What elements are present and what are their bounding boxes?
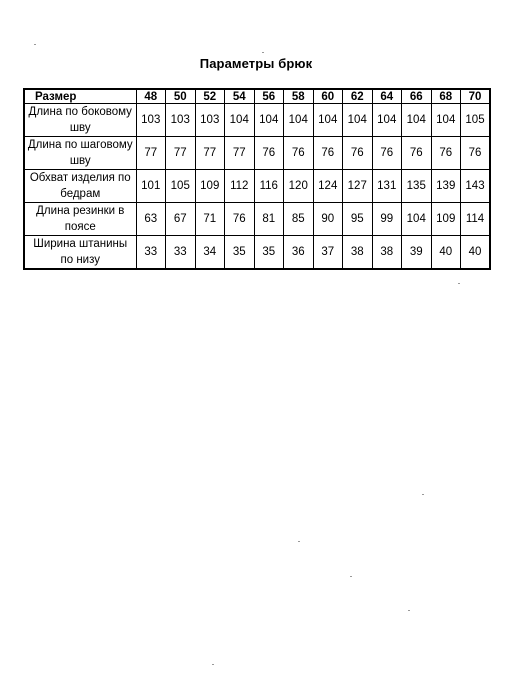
table-row [24,170,490,203]
table-cell: 139 [431,170,461,203]
table-cell: 76 [254,137,284,170]
table-cell: 76 [343,137,373,170]
size-table [23,88,491,270]
row-label: Длина по боковому шву [24,104,136,137]
size-header-cell: 66 [402,89,432,104]
table-cell: 76 [313,137,343,170]
table-cell: 104 [313,104,343,137]
table-cell: 90 [313,203,343,236]
table-row [24,203,490,236]
size-header-cell: 58 [284,89,314,104]
table-header-row [24,89,490,104]
table-cell: 114 [461,203,491,236]
table-cell: 40 [431,236,461,270]
size-header-cell: 50 [166,89,196,104]
scan-speck [422,494,424,495]
table-cell: 76 [284,137,314,170]
size-header-cell: 48 [136,89,166,104]
scan-speck [408,610,410,611]
table-row [24,137,490,170]
table-cell: 109 [195,170,225,203]
table-cell: 127 [343,170,373,203]
table-cell: 40 [461,236,491,270]
table-cell: 104 [284,104,314,137]
size-header-cell: 60 [313,89,343,104]
table-cell: 76 [402,137,432,170]
row-label: Длина по шаговому шву [24,137,136,170]
size-header-cell: 64 [372,89,402,104]
table-cell: 33 [136,236,166,270]
size-header-cell: 54 [225,89,255,104]
table-cell: 104 [402,104,432,137]
table-cell: 77 [225,137,255,170]
table-cell: 116 [254,170,284,203]
size-header-label: Размер [24,89,136,104]
table-row [24,104,490,137]
table-cell: 77 [195,137,225,170]
table-cell: 36 [284,236,314,270]
table-cell: 81 [254,203,284,236]
table-cell: 34 [195,236,225,270]
table-cell: 103 [136,104,166,137]
scan-speck [350,576,352,577]
page-title: Параметры брюк [199,56,313,71]
table-row [24,236,490,270]
table-cell: 37 [313,236,343,270]
table-cell: 71 [195,203,225,236]
table-cell: 77 [166,137,196,170]
table-cell: 103 [166,104,196,137]
size-header-cell: 68 [431,89,461,104]
scan-speck [298,541,300,542]
table-cell: 104 [225,104,255,137]
size-header-cell: 62 [343,89,373,104]
table-cell: 105 [166,170,196,203]
table-cell: 95 [343,203,373,236]
table-cell: 33 [166,236,196,270]
row-label: Длина резинки в поясе [24,203,136,236]
scan-speck [458,283,460,284]
table-cell: 76 [225,203,255,236]
table-cell: 38 [372,236,402,270]
table-cell: 99 [372,203,402,236]
table-cell: 124 [313,170,343,203]
table-cell: 77 [136,137,166,170]
table-cell: 104 [372,104,402,137]
table-cell: 101 [136,170,166,203]
table-cell: 76 [372,137,402,170]
scan-speck [34,44,36,45]
table-cell: 63 [136,203,166,236]
table-cell: 131 [372,170,402,203]
table-cell: 105 [461,104,491,137]
table-cell: 104 [343,104,373,137]
table-cell: 104 [402,203,432,236]
table-cell: 120 [284,170,314,203]
table-cell: 135 [402,170,432,203]
table-cell: 39 [402,236,432,270]
table-cell: 38 [343,236,373,270]
size-header-cell: 52 [195,89,225,104]
row-label: Обхват изделия по бедрам [24,170,136,203]
table-cell: 104 [431,104,461,137]
table-cell: 35 [225,236,255,270]
table-cell: 35 [254,236,284,270]
row-label: Ширина штанины по низу [24,236,136,270]
size-header-cell: 56 [254,89,284,104]
size-header-cell: 70 [461,89,491,104]
table-cell: 109 [431,203,461,236]
table-cell: 76 [461,137,491,170]
table-cell: 76 [431,137,461,170]
table-cell: 85 [284,203,314,236]
scan-speck [212,664,214,665]
table-cell: 104 [254,104,284,137]
table-cell: 103 [195,104,225,137]
scan-speck [262,52,264,53]
table-cell: 112 [225,170,255,203]
table-cell: 143 [461,170,491,203]
table-cell: 67 [166,203,196,236]
